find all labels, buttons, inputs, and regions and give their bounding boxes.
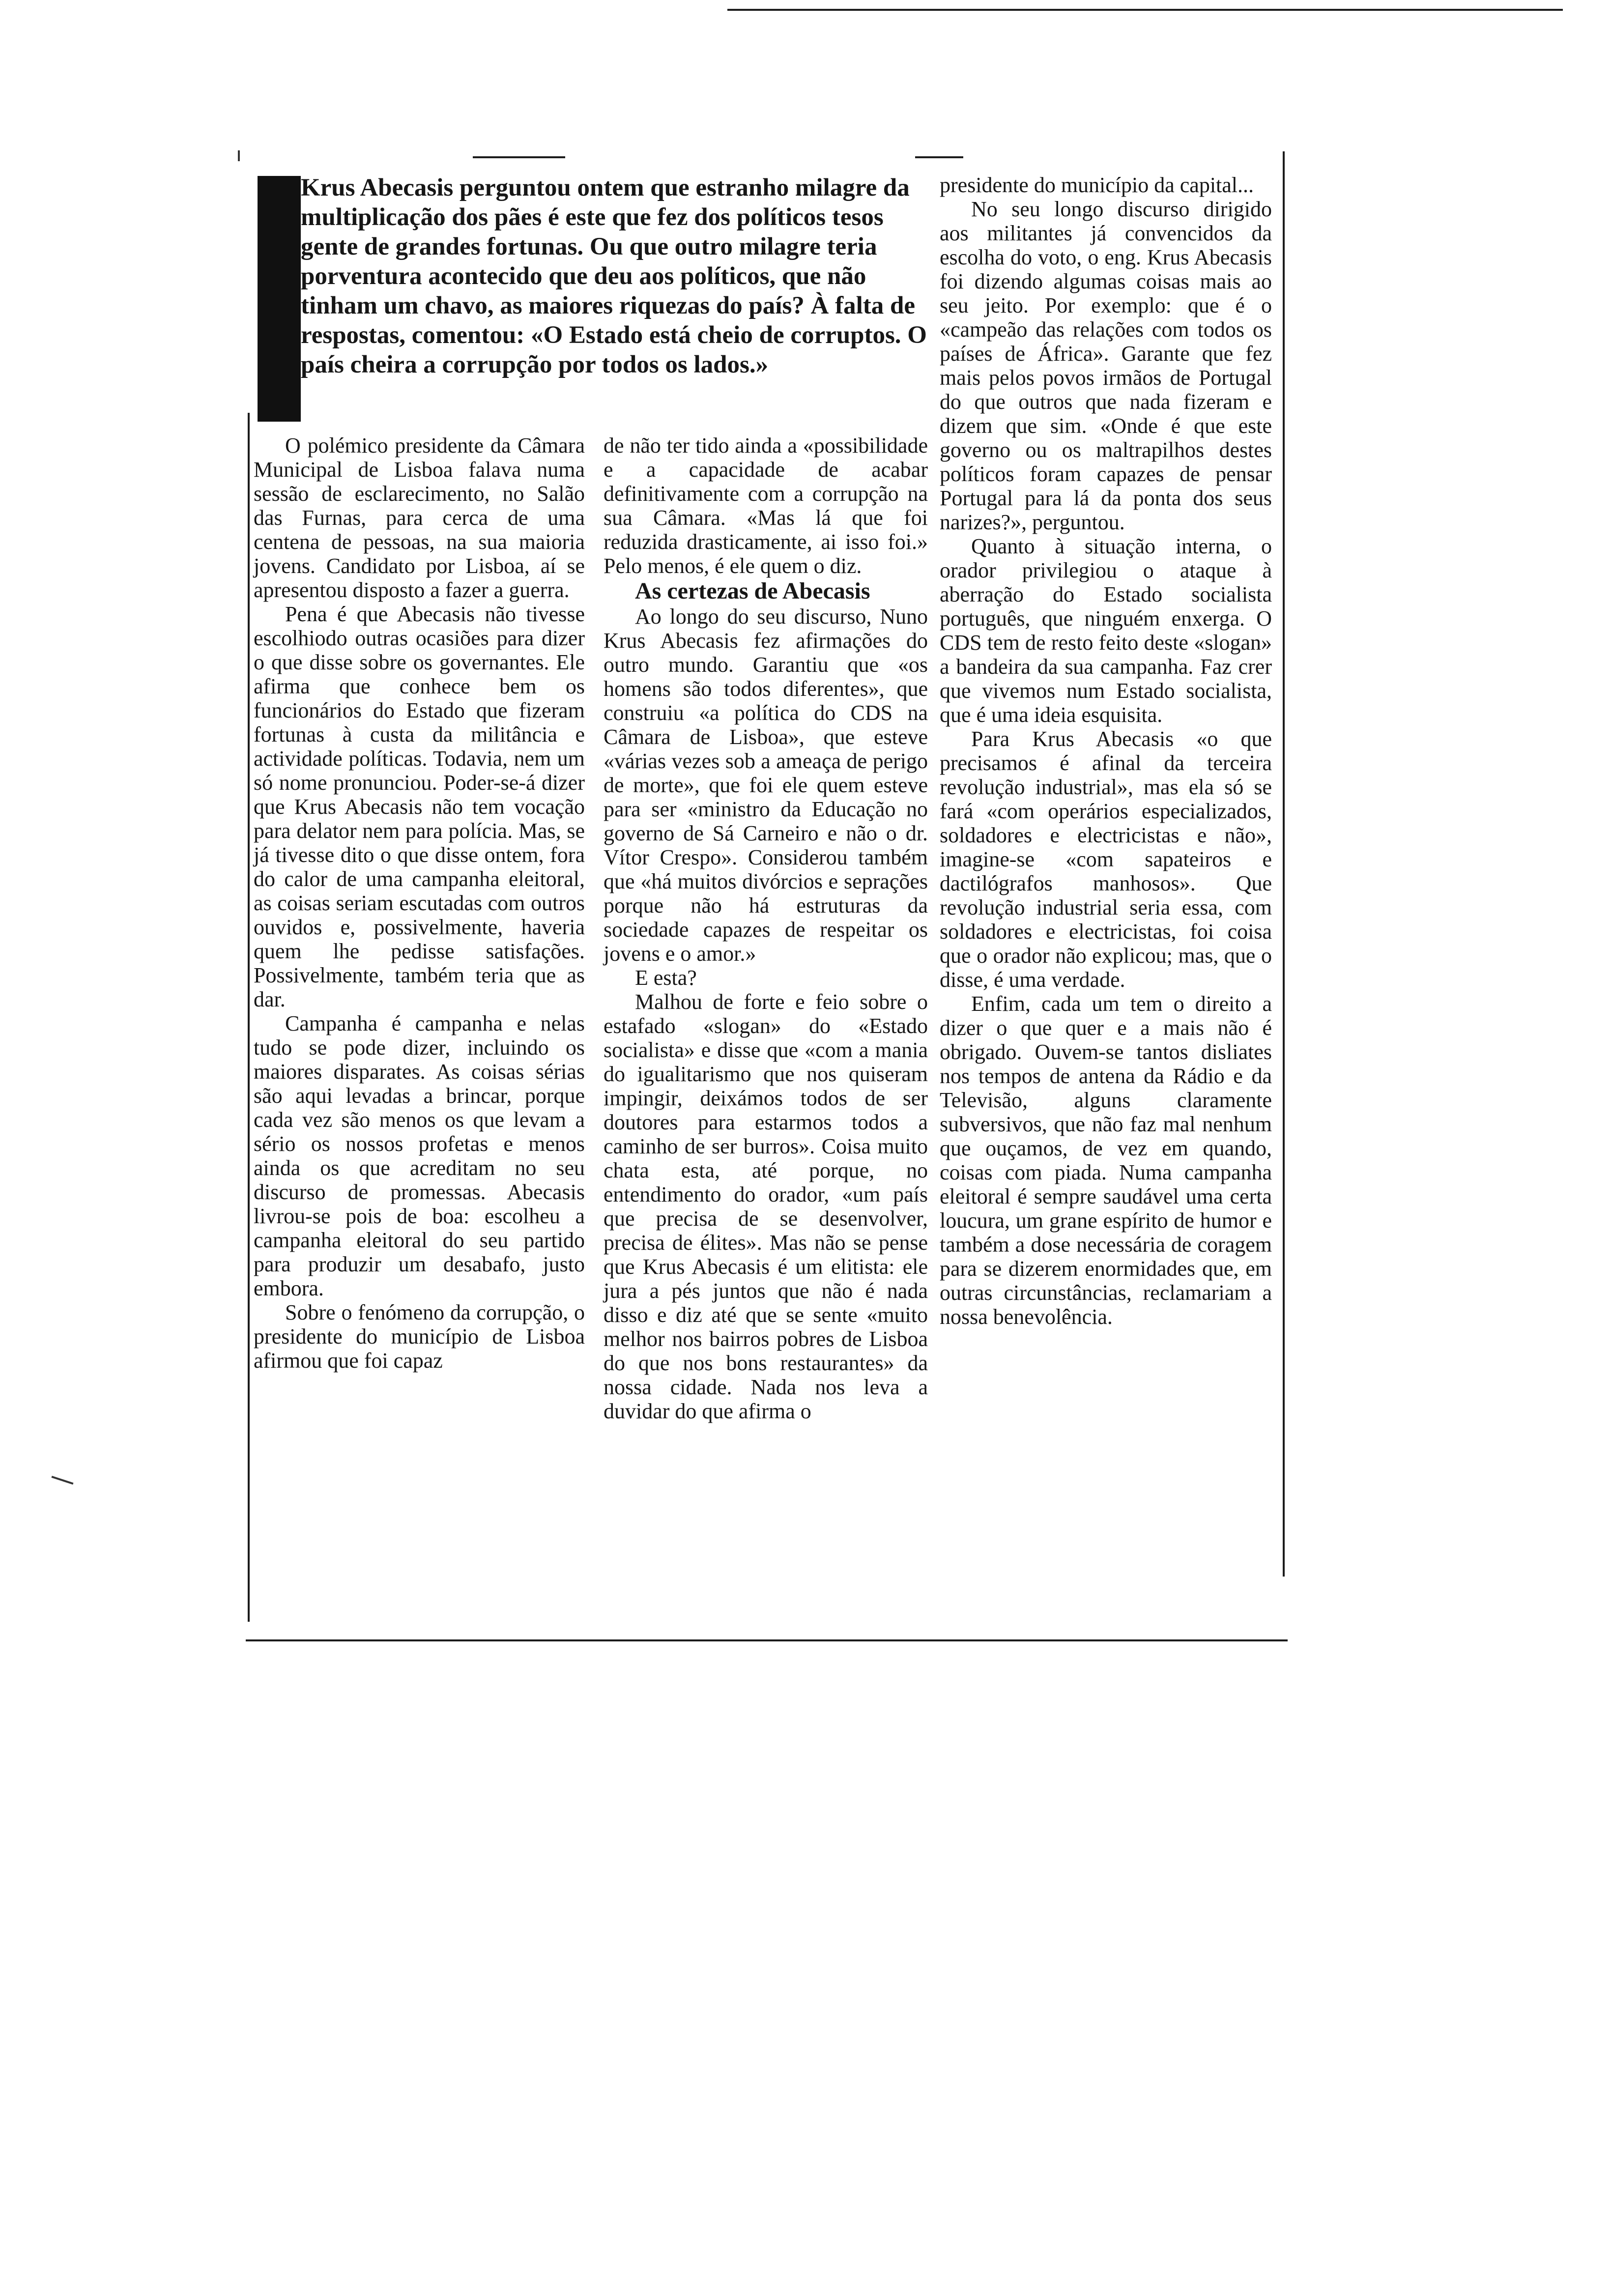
lede-paragraph: Krus Abecasis perguntou ontem que estranho milagre da multiplicação dos pães é este que fez dos políticos tesos gente de grandes fortunas. Ou que outro milagre teria porventura acontecido que deu aos políticos, que não tinham um chavo, as maiores riquezas do país? À falta de respostas, comentou: «O Estado está cheio de corruptos. O país cheira a corrupção por todos os lados.» xyxy=(301,174,927,378)
body-paragraph: O polémico presidente da Câmara Municipal de Lisboa falava numa sessão de esclarecimento, no Salão das Furnas, para cerca de uma centena de pessoas, na sua maioria jovens. Candidato por Lisboa, aí se apresentou disposto a fazer a guerra. xyxy=(254,433,585,602)
bottom-rule xyxy=(246,1639,1288,1641)
lede-bar xyxy=(258,176,301,422)
body-paragraph: E esta? xyxy=(635,966,697,990)
body-paragraph: Malhou de forte e feio sobre o estafado «slogan» do «Estado socialista» e disse que «com a mania do igualitarismo que nos quiseram impingir, deixámos todos de ser doutores para estarmos todos a caminho de ser burros». Coisa muito chata esta, até porque, no entendimento do orador, «um país que precisa de se desenvolver, precisa de élites». Mas não se pense que Krus Abecasis é um elitista: ele jura a pés juntos que não é nada disso e diz até que se sente «muito melhor nos bairros pobres de Lisboa do que nos bons restaurantes» da nossa cidade. Nada nos leva a duvidar do que afirma o xyxy=(604,990,928,1423)
body-paragraph: Pena é que Abecasis não tivesse escolhiodo outras ocasiões para dizer o que disse sobre os governantes. Ele afirma que conhece bem os funcionários do Estado que fizeram fortunas à custa da militância e actividade políticas. Todavia, nem um só nome pronunciou. Poder-se-á dizer que Krus Abecasis não tem vocação para delator nem para polícia. Mas, se já tivesse dito o que disse ontem, fora do calor de uma campanha eleitoral, as coisas seriam escutadas com outros ouvidos e, possivelmente, haveria quem lhe pedisse satisfações. Possivelmente, também teria que as dar. xyxy=(254,602,585,1011)
section-subhead: As certezas de Abecasis xyxy=(635,578,870,604)
right-column-rule xyxy=(1283,151,1285,1577)
body-paragraph: Quanto à situação interna, o orador privilegiou o ataque à aberração do Estado socialista português, que ninguém enxerga. O CDS tem de resto feito deste «slogan» a bandeira da sua campanha. Faz crer que vivemos num Estado socialista, que é uma ideia esquisita. xyxy=(940,534,1272,727)
column-2 xyxy=(604,433,928,1423)
body-paragraph: Enfim, cada um tem o direito a dizer o que quer e a mais não é obrigado. Ouvem-se tantos disliates nos tempos de antena da Rádio e da Televisão, alguns claramente subversivos, que não faz mal nenhum que ouçamos, de vez em quando, coisas com piada. Numa campanha eleitoral é sempre saudável uma certa loucura, um grane espírito de humor e também a dose necessária de coragem para se dizerem enormidades que, em outras circunstâncias, reclamariam a nossa benevolência. xyxy=(940,992,1272,1329)
column-3 xyxy=(940,173,1272,1329)
body-paragraph: Sobre o fenómeno da corrupção, o presidente do município de Lisboa afirmou que foi capaz xyxy=(254,1300,585,1373)
top-rule-left xyxy=(473,156,565,158)
body-paragraph: Para Krus Abecasis «o que precisamos é afinal da terceira revolução industrial», mas ela só se fará «com operários especializados, soldadores e electricistas e não», imagine-se «com sapateiros e dactilógrafos manhosos». Que revolução industrial seria essa, com soldadores e electricistas, foi coisa que o orador não explicou; mas, que o disse, é uma verdade. xyxy=(940,727,1272,992)
body-paragraph: Campanha é campanha e nelas tudo se pode dizer, incluindo os maiores disparates. As coisas sérias são aqui levadas a brincar, porque cada vez são menos os que levam a sério os nossos profetas e menos ainda os que acreditam no seu discurso de promessas. Abecasis livrou-se pois de boa: escolheu a campanha eleitoral do seu partido para produzir um desabafo, justo embora. xyxy=(254,1011,585,1300)
body-paragraph-continued: de não ter tido ainda a «possibilidade e a capacidade de acabar definitivamente com a corrupção na sua Câmara. «Mas lá que foi reduzida drasticamente, ai isso foi.» Pelo menos, é ele quem o diz. xyxy=(604,433,928,578)
top-edge-rule xyxy=(727,9,1563,11)
left-margin-rule xyxy=(248,413,250,1622)
margin-tick xyxy=(52,1476,74,1485)
body-paragraph: Ao longo do seu discurso, Nuno Krus Abecasis fez afirmações do outro mundo. Garantiu que «os homens são todos diferentes», que construiu «a política do CDS na Câmara de Lisboa», que esteve «várias vezes sob a ameaça de perigo de morte», que foi ele quem esteve para ser «ministro da Educação no governo de Sá Carneiro e não o dr. Vítor Crespo». Considerou também que «há muitos divórcios e seprações porque não há estruturas da sociedade capazes de respeitar os jovens e o amor.» xyxy=(604,604,928,966)
margin-speck xyxy=(238,150,240,161)
top-rule-right xyxy=(915,156,963,158)
body-paragraph: No seu longo discurso dirigido aos militantes já convencidos da escolha do voto, o eng. Krus Abecasis foi dizendo algumas coisas mais ao seu jeito. Por exemplo: que é o «campeão das relações com todos os países de África». Garante que fez mais pelos povos irmãos de Portugal do que outros que nada fizeram e dizem que sim. «Onde é que este governo ou os maltrapilhos destes políticos foram capazes de pensar Portugal para lá da ponta dos seus narizes?», perguntou. xyxy=(940,197,1272,534)
body-paragraph-continued: presidente do município da capital... xyxy=(940,173,1254,197)
column-1 xyxy=(254,433,585,1373)
